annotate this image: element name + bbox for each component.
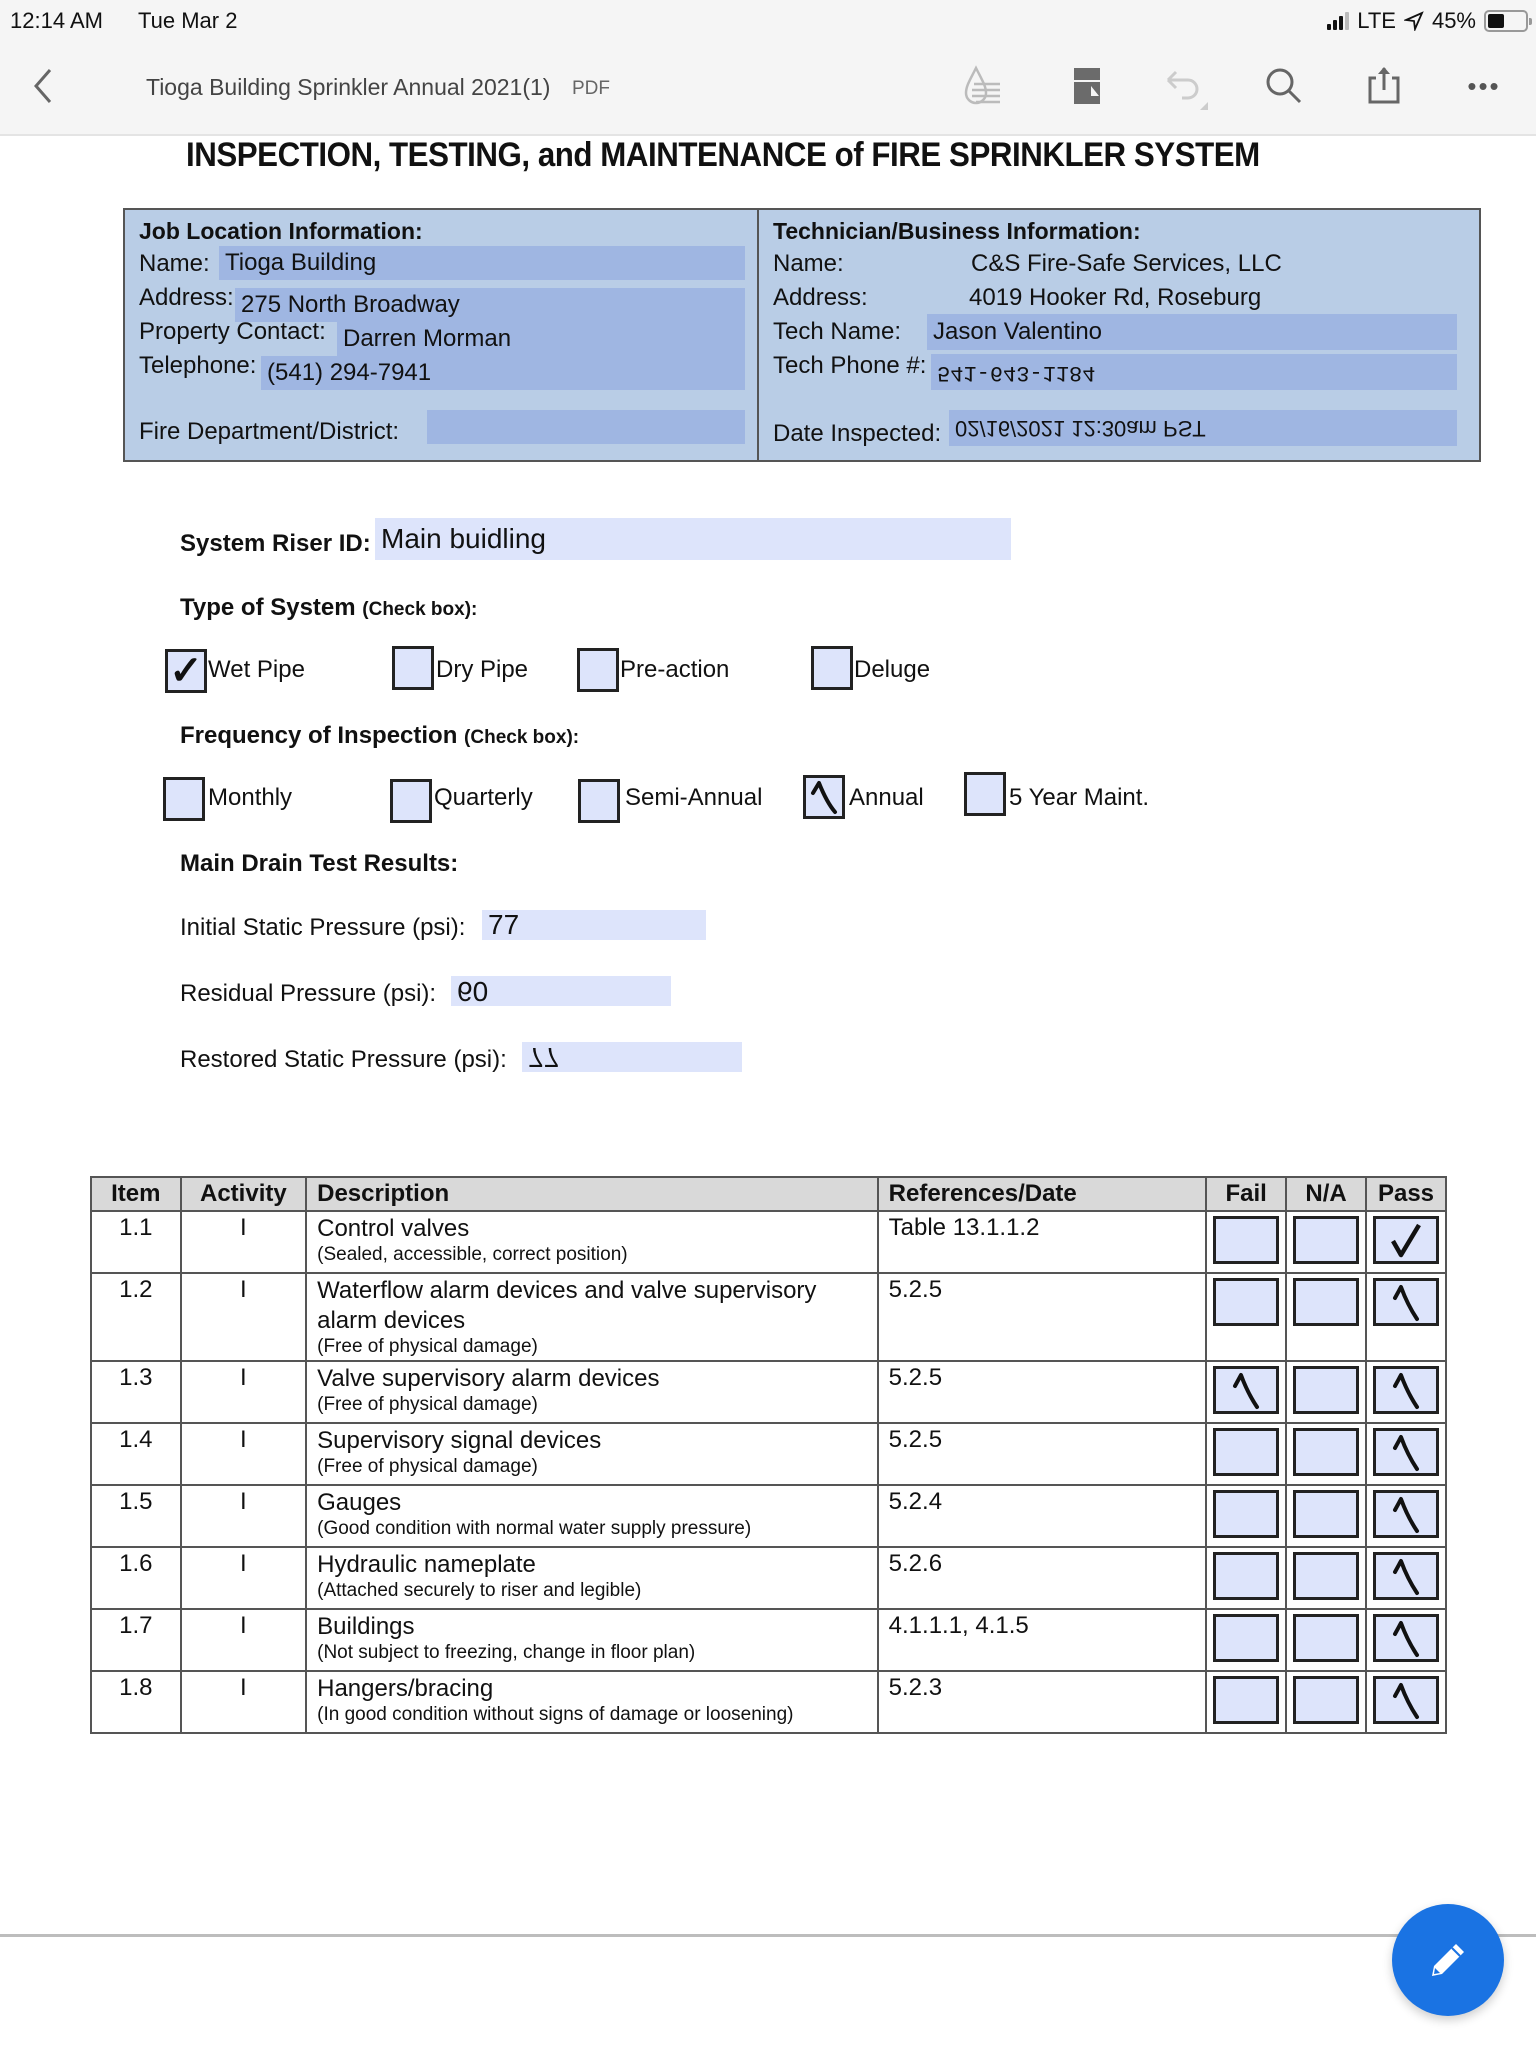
na-cell — [1286, 1361, 1366, 1423]
handwritten-check-icon — [1391, 1618, 1421, 1658]
toolbar — [0, 44, 1536, 136]
tech-phone-label: Tech Phone #: — [773, 352, 927, 379]
reference-cell: 5.2.5 — [878, 1361, 1207, 1423]
frequency-label — [180, 722, 579, 750]
pass-checkbox[interactable] — [1373, 1614, 1439, 1662]
residual-pressure-value: 60 — [457, 976, 489, 1007]
na-cell — [1286, 1609, 1366, 1671]
reference-cell: 5.2.4 — [878, 1485, 1207, 1547]
status-date: Tue Mar 2 — [138, 8, 238, 33]
handwritten-check-icon — [1391, 1494, 1421, 1534]
page-divider — [0, 1934, 1536, 1937]
na-cell — [1286, 1547, 1366, 1609]
fail-cell — [1206, 1211, 1286, 1273]
pass-checkbox[interactable] — [1373, 1428, 1439, 1476]
reference-cell: 5.2.6 — [878, 1547, 1207, 1609]
description-text: Buildings — [317, 1613, 415, 1640]
initial-pressure-label: Initial Static Pressure (psi): — [180, 914, 466, 941]
system-type-label — [180, 594, 477, 622]
description-detail: (Not subject to freezing, change in floor plan) — [317, 1642, 696, 1663]
status-bar — [0, 0, 1536, 44]
restored-pressure-label: Restored Static Pressure (psi): — [180, 1046, 507, 1073]
item-number: 1.8 — [91, 1671, 181, 1733]
back-button[interactable] — [28, 64, 58, 108]
description-detail: (Free of physical damage) — [317, 1394, 538, 1415]
fail-checkbox[interactable] — [1213, 1428, 1279, 1476]
description-cell — [306, 1211, 878, 1273]
technician-heading: Technician/Business Information: — [773, 218, 1141, 244]
handwritten-check-icon — [1391, 1432, 1421, 1472]
more-icon: ••• — [1467, 70, 1501, 101]
network-label: LTE — [1357, 8, 1396, 33]
system-type-hint: (Check box): — [362, 599, 478, 620]
table-row — [91, 1361, 1446, 1423]
description-text: Waterflow alarm devices and valve supervisory alarm devices — [317, 1277, 817, 1334]
item-number: 1.4 — [91, 1423, 181, 1485]
wet-pipe-label: Wet Pipe — [208, 656, 305, 683]
annual-checkbox[interactable] — [803, 775, 845, 819]
pass-checkbox[interactable] — [1373, 1676, 1439, 1724]
job-name-label: Name: — [139, 250, 210, 277]
header-activity: Activity — [181, 1177, 307, 1211]
five-year-checkbox[interactable] — [964, 772, 1006, 816]
description-cell — [306, 1423, 878, 1485]
pass-cell — [1366, 1485, 1446, 1547]
fail-checkbox[interactable] — [1213, 1216, 1279, 1264]
main-drain-label: Main Drain Test Results: — [180, 850, 459, 877]
description-text: Supervisory signal devices — [317, 1427, 602, 1454]
activity-code: I — [181, 1361, 307, 1423]
na-checkbox[interactable] — [1293, 1278, 1359, 1326]
liquid-mode-icon — [960, 62, 1008, 110]
pass-cell — [1366, 1361, 1446, 1423]
table-row — [91, 1211, 1446, 1273]
activity-code: I — [181, 1609, 307, 1671]
table-row — [91, 1609, 1446, 1671]
frequency-title: Frequency of Inspection — [180, 722, 458, 749]
battery-fill — [1488, 14, 1504, 28]
description-text: Valve supervisory alarm devices — [317, 1365, 660, 1392]
document-type: PDF — [572, 78, 610, 99]
item-number: 1.2 — [91, 1273, 181, 1361]
description-cell — [306, 1671, 878, 1733]
share-button[interactable] — [1360, 62, 1408, 110]
dry-pipe-checkbox[interactable] — [392, 646, 434, 690]
activity-code: I — [181, 1671, 307, 1733]
description-text: Control valves — [317, 1215, 470, 1242]
na-checkbox[interactable] — [1293, 1366, 1359, 1414]
reference-cell: 5.2.5 — [878, 1423, 1207, 1485]
battery-icon — [1484, 10, 1528, 32]
description-cell — [306, 1609, 878, 1671]
business-name-label: Name: — [773, 250, 844, 277]
date-inspected-field[interactable] — [949, 410, 1457, 446]
date-inspected-label: Date Inspected: — [773, 420, 942, 447]
monthly-checkbox[interactable] — [163, 777, 205, 821]
telephone-label: Telephone: — [139, 352, 257, 379]
job-location-heading: Job Location Information: — [139, 218, 423, 244]
semi-annual-label: Semi-Annual — [625, 784, 763, 811]
page-view-button[interactable] — [1060, 62, 1108, 110]
business-address-value: 4019 Hooker Rd, Roseburg — [969, 284, 1262, 311]
reference-cell: 4.1.1.1, 4.1.5 — [878, 1609, 1207, 1671]
na-cell — [1286, 1485, 1366, 1547]
search-icon — [1262, 64, 1306, 108]
reference-cell: 5.2.5 — [878, 1273, 1207, 1361]
location-arrow-icon — [1404, 11, 1424, 31]
description-cell — [306, 1547, 878, 1609]
riser-id-label: System Riser ID: — [180, 530, 371, 557]
job-address-label: Address: — [139, 284, 234, 311]
checkmark-icon: ✓ — [169, 649, 203, 693]
fail-checkbox[interactable] — [1213, 1552, 1279, 1600]
fail-cell — [1206, 1671, 1286, 1733]
na-cell — [1286, 1671, 1366, 1733]
activity-code: I — [181, 1273, 307, 1361]
fire-department-field[interactable] — [427, 410, 745, 444]
activity-code: I — [181, 1547, 307, 1609]
pass-cell — [1366, 1671, 1446, 1733]
telephone-field[interactable]: (541) 294-7941 — [261, 356, 745, 390]
description-detail: (Sealed, accessible, correct position) — [317, 1244, 628, 1265]
fail-cell — [1206, 1423, 1286, 1485]
header-na: N/A — [1286, 1177, 1366, 1211]
job-location-section — [125, 210, 759, 460]
five-year-label: 5 Year Maint. — [1009, 784, 1150, 811]
annual-label: Annual — [849, 784, 924, 811]
description-text: Hangers/bracing — [317, 1675, 494, 1702]
reference-cell: Table 13.1.1.2 — [878, 1211, 1207, 1273]
pass-checkbox[interactable] — [1373, 1366, 1439, 1414]
business-address-label: Address: — [773, 284, 868, 311]
initial-pressure-field[interactable]: 77 — [482, 910, 706, 940]
handwritten-check-icon — [1391, 1370, 1421, 1410]
description-detail: (Good condition with normal water supply pressure) — [317, 1518, 752, 1539]
job-address-field[interactable]: 275 North Broadway — [235, 288, 745, 322]
status-time: 12:14 AM — [10, 8, 103, 33]
na-checkbox[interactable] — [1293, 1428, 1359, 1476]
pre-action-checkbox[interactable] — [577, 648, 619, 692]
table-row — [91, 1423, 1446, 1485]
technician-section — [759, 210, 1479, 460]
description-text: Gauges — [317, 1489, 402, 1516]
back-chevron-icon — [28, 64, 58, 108]
pass-cell — [1366, 1423, 1446, 1485]
signal-icon — [1327, 12, 1349, 30]
restored-pressure-value: 77 — [528, 1042, 560, 1073]
na-checkbox[interactable] — [1293, 1216, 1359, 1264]
description-text: Hydraulic nameplate — [317, 1551, 536, 1578]
na-checkbox[interactable] — [1293, 1552, 1359, 1600]
fail-checkbox[interactable] — [1213, 1676, 1279, 1724]
form-title: INSPECTION, TESTING, and MAINTENANCE of FIRE SPRINKLER SYSTEM — [186, 136, 1260, 174]
dry-pipe-label: Dry Pipe — [436, 656, 529, 683]
handwritten-check-icon — [1391, 1282, 1421, 1322]
pass-checkbox[interactable] — [1373, 1490, 1439, 1538]
na-checkbox[interactable] — [1293, 1490, 1359, 1538]
pencil-icon — [1426, 1938, 1470, 1982]
handwritten-check-icon — [1391, 1680, 1421, 1720]
fail-cell — [1206, 1609, 1286, 1671]
undo-button[interactable] — [1160, 62, 1208, 110]
semi-annual-checkbox[interactable] — [578, 779, 620, 823]
activity-code: I — [181, 1211, 307, 1273]
activity-code: I — [181, 1423, 307, 1485]
business-name-value: C&S Fire-Safe Services, LLC — [971, 250, 1282, 277]
quarterly-label: Quarterly — [434, 784, 533, 811]
pass-cell — [1366, 1211, 1446, 1273]
pass-checkbox[interactable] — [1373, 1216, 1439, 1264]
na-cell — [1286, 1423, 1366, 1485]
activity-code: I — [181, 1485, 307, 1547]
header-item: Item — [91, 1177, 181, 1211]
description-cell — [306, 1485, 878, 1547]
pass-checkbox[interactable] — [1373, 1552, 1439, 1600]
na-cell — [1286, 1211, 1366, 1273]
item-number: 1.1 — [91, 1211, 181, 1273]
fire-department-label: Fire Department/District: — [139, 418, 400, 445]
header-pass: Pass — [1366, 1177, 1446, 1211]
item-number: 1.6 — [91, 1547, 181, 1609]
description-cell — [306, 1361, 878, 1423]
residual-pressure-label: Residual Pressure (psi): — [180, 980, 437, 1007]
system-type-title: Type of System — [180, 594, 356, 621]
reference-cell: 5.2.3 — [878, 1671, 1207, 1733]
tech-name-field[interactable]: Jason Valentino — [927, 314, 1457, 350]
job-name-field[interactable]: Tioga Building — [219, 246, 745, 280]
handwritten-check-icon — [1391, 1556, 1421, 1596]
info-box — [123, 208, 1481, 462]
na-cell — [1286, 1273, 1366, 1361]
date-inspected-value: 02/16/2021 12:30am PST — [955, 416, 1206, 441]
share-icon — [1362, 64, 1406, 108]
description-detail: (Free of physical damage) — [317, 1456, 538, 1477]
fail-checkbox[interactable] — [1213, 1278, 1279, 1326]
tech-name-label: Tech Name: — [773, 318, 902, 345]
edit-fab-button[interactable] — [1392, 1904, 1504, 2016]
description-cell — [306, 1273, 878, 1361]
header-fail: Fail — [1206, 1177, 1286, 1211]
fail-checkbox[interactable] — [1213, 1366, 1279, 1414]
handwritten-check-icon — [1231, 1370, 1261, 1410]
status-indicators — [1327, 8, 1528, 34]
deluge-label: Deluge — [854, 656, 931, 683]
fail-cell — [1206, 1547, 1286, 1609]
monthly-label: Monthly — [208, 784, 293, 811]
na-checkbox[interactable] — [1293, 1676, 1359, 1724]
fail-cell — [1206, 1273, 1286, 1361]
header-description: Description — [306, 1177, 878, 1211]
item-number: 1.7 — [91, 1609, 181, 1671]
search-button[interactable] — [1260, 62, 1308, 110]
property-contact-label: Property Contact: — [139, 318, 326, 345]
table-header-row — [91, 1177, 1446, 1211]
description-detail: (In good condition without signs of damage or loosening) — [317, 1704, 794, 1725]
header-references: References/Date — [878, 1177, 1207, 1211]
tech-phone-field[interactable] — [931, 354, 1457, 390]
document-title: Tioga Building Sprinkler Annual 2021(1) — [146, 74, 551, 100]
wet-pipe-checkbox[interactable] — [165, 649, 207, 693]
pass-checkbox[interactable] — [1373, 1278, 1439, 1326]
quarterly-checkbox[interactable] — [390, 779, 432, 823]
checkmark-icon — [1389, 1221, 1423, 1259]
table-row — [91, 1485, 1446, 1547]
table-row — [91, 1547, 1446, 1609]
fail-checkbox[interactable] — [1213, 1490, 1279, 1538]
fail-cell — [1206, 1485, 1286, 1547]
fail-cell — [1206, 1361, 1286, 1423]
table-row — [91, 1671, 1446, 1733]
item-number: 1.5 — [91, 1485, 181, 1547]
item-number: 1.3 — [91, 1361, 181, 1423]
na-checkbox[interactable] — [1293, 1614, 1359, 1662]
undo-icon — [1160, 62, 1208, 110]
more-button[interactable] — [1460, 62, 1508, 110]
frequency-hint: (Check box): — [464, 727, 580, 748]
table-row — [91, 1273, 1446, 1361]
pre-action-label: Pre-action — [620, 656, 730, 683]
restored-pressure-field[interactable] — [522, 1042, 742, 1072]
property-contact-field[interactable]: Darren Morman — [337, 322, 745, 356]
page-view-icon — [1064, 64, 1104, 108]
deluge-checkbox[interactable] — [811, 646, 853, 690]
inspection-table — [90, 1176, 1447, 1734]
fail-checkbox[interactable] — [1213, 1614, 1279, 1662]
riser-id-field[interactable]: Main buidling — [375, 518, 1011, 560]
handwritten-check-icon — [809, 779, 839, 815]
battery-percent: 45% — [1431, 8, 1476, 33]
pass-cell — [1366, 1273, 1446, 1361]
tech-phone-value: 541-643-1184 — [937, 359, 1096, 385]
liquid-mode-button[interactable] — [960, 62, 1008, 110]
pass-cell — [1366, 1547, 1446, 1609]
pass-cell — [1366, 1609, 1446, 1671]
description-detail: (Attached securely to riser and legible) — [317, 1580, 642, 1601]
residual-pressure-field[interactable] — [451, 976, 671, 1006]
description-detail: (Free of physical damage) — [317, 1336, 538, 1357]
